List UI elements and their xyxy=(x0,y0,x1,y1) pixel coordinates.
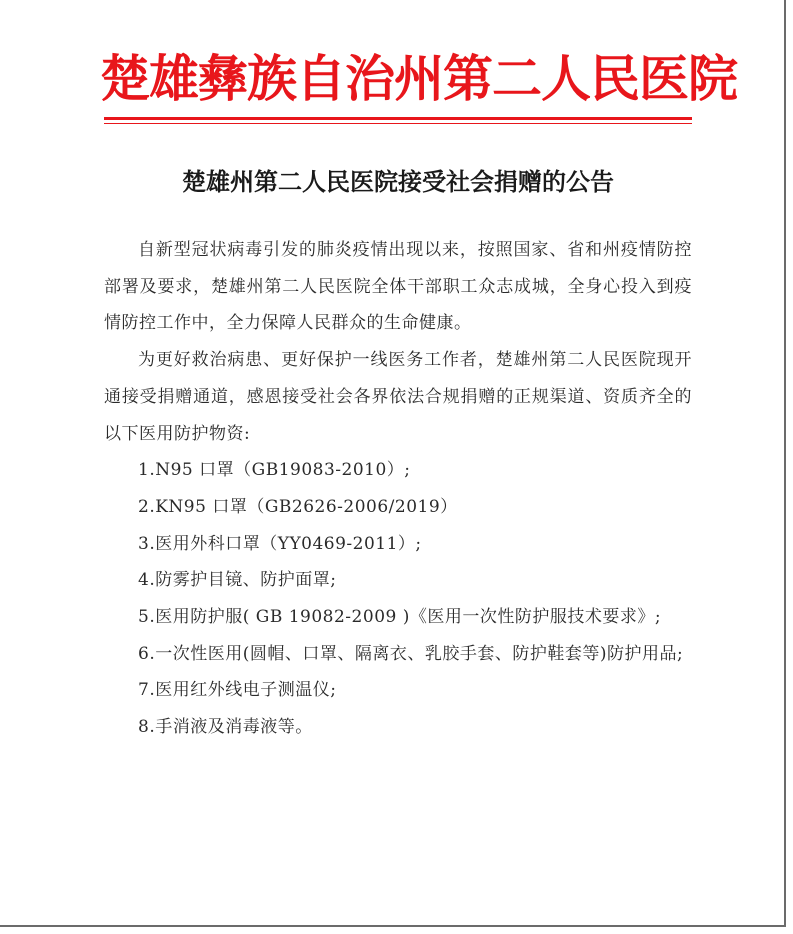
supply-item: 7.医用红外线电子测温仪; xyxy=(138,680,337,701)
hospital-letterhead-title: 楚雄彝族自治州第二人民医院 xyxy=(100,50,737,108)
supply-item: 8.手消液及消毒液等。 xyxy=(138,717,313,738)
letterhead-rule-thin xyxy=(104,123,692,124)
intro-paragraph: 自新型冠状病毒引发的肺炎疫情出现以来，按照国家、省和州疫情防控部署及要求，楚雄州第二人民医院全体干部职工众志成城，全身心投入到疫情防控工作中，全力保障人民群众的生命健康。 xyxy=(104,240,692,334)
supply-item: 3.医用外科口罩（YY0469-2011）; xyxy=(138,533,422,554)
supply-item: 1.N95 口罩（GB19083-2010）; xyxy=(138,460,411,481)
notice-body xyxy=(104,232,692,746)
letterhead-rule-thick xyxy=(104,117,692,120)
donation-paragraph: 为更好救治病患、更好保护一线医务工作者，楚雄州第二人民医院现开通接受捐赠通道，感恩接受社会各界依法合规捐赠的正规渠道、资质齐全的以下医用防护物资: xyxy=(104,350,692,444)
supply-item: 6.一次性医用(圆帽、口罩、隔离衣、乳胶手套、防护鞋套等)防护用品; xyxy=(138,643,684,664)
supply-item: 4.防雾护目镜、防护面罩; xyxy=(138,570,337,591)
notice-title: 楚雄州第二人民医院接受社会捐赠的公告 xyxy=(182,168,614,196)
supply-item: 2.KN95 口罩（GB2626-2006/2019） xyxy=(138,496,458,517)
supply-item: 5.医用防护服( GB 19082-2009 )《医用一次性防护服技术要求》; xyxy=(138,607,662,628)
